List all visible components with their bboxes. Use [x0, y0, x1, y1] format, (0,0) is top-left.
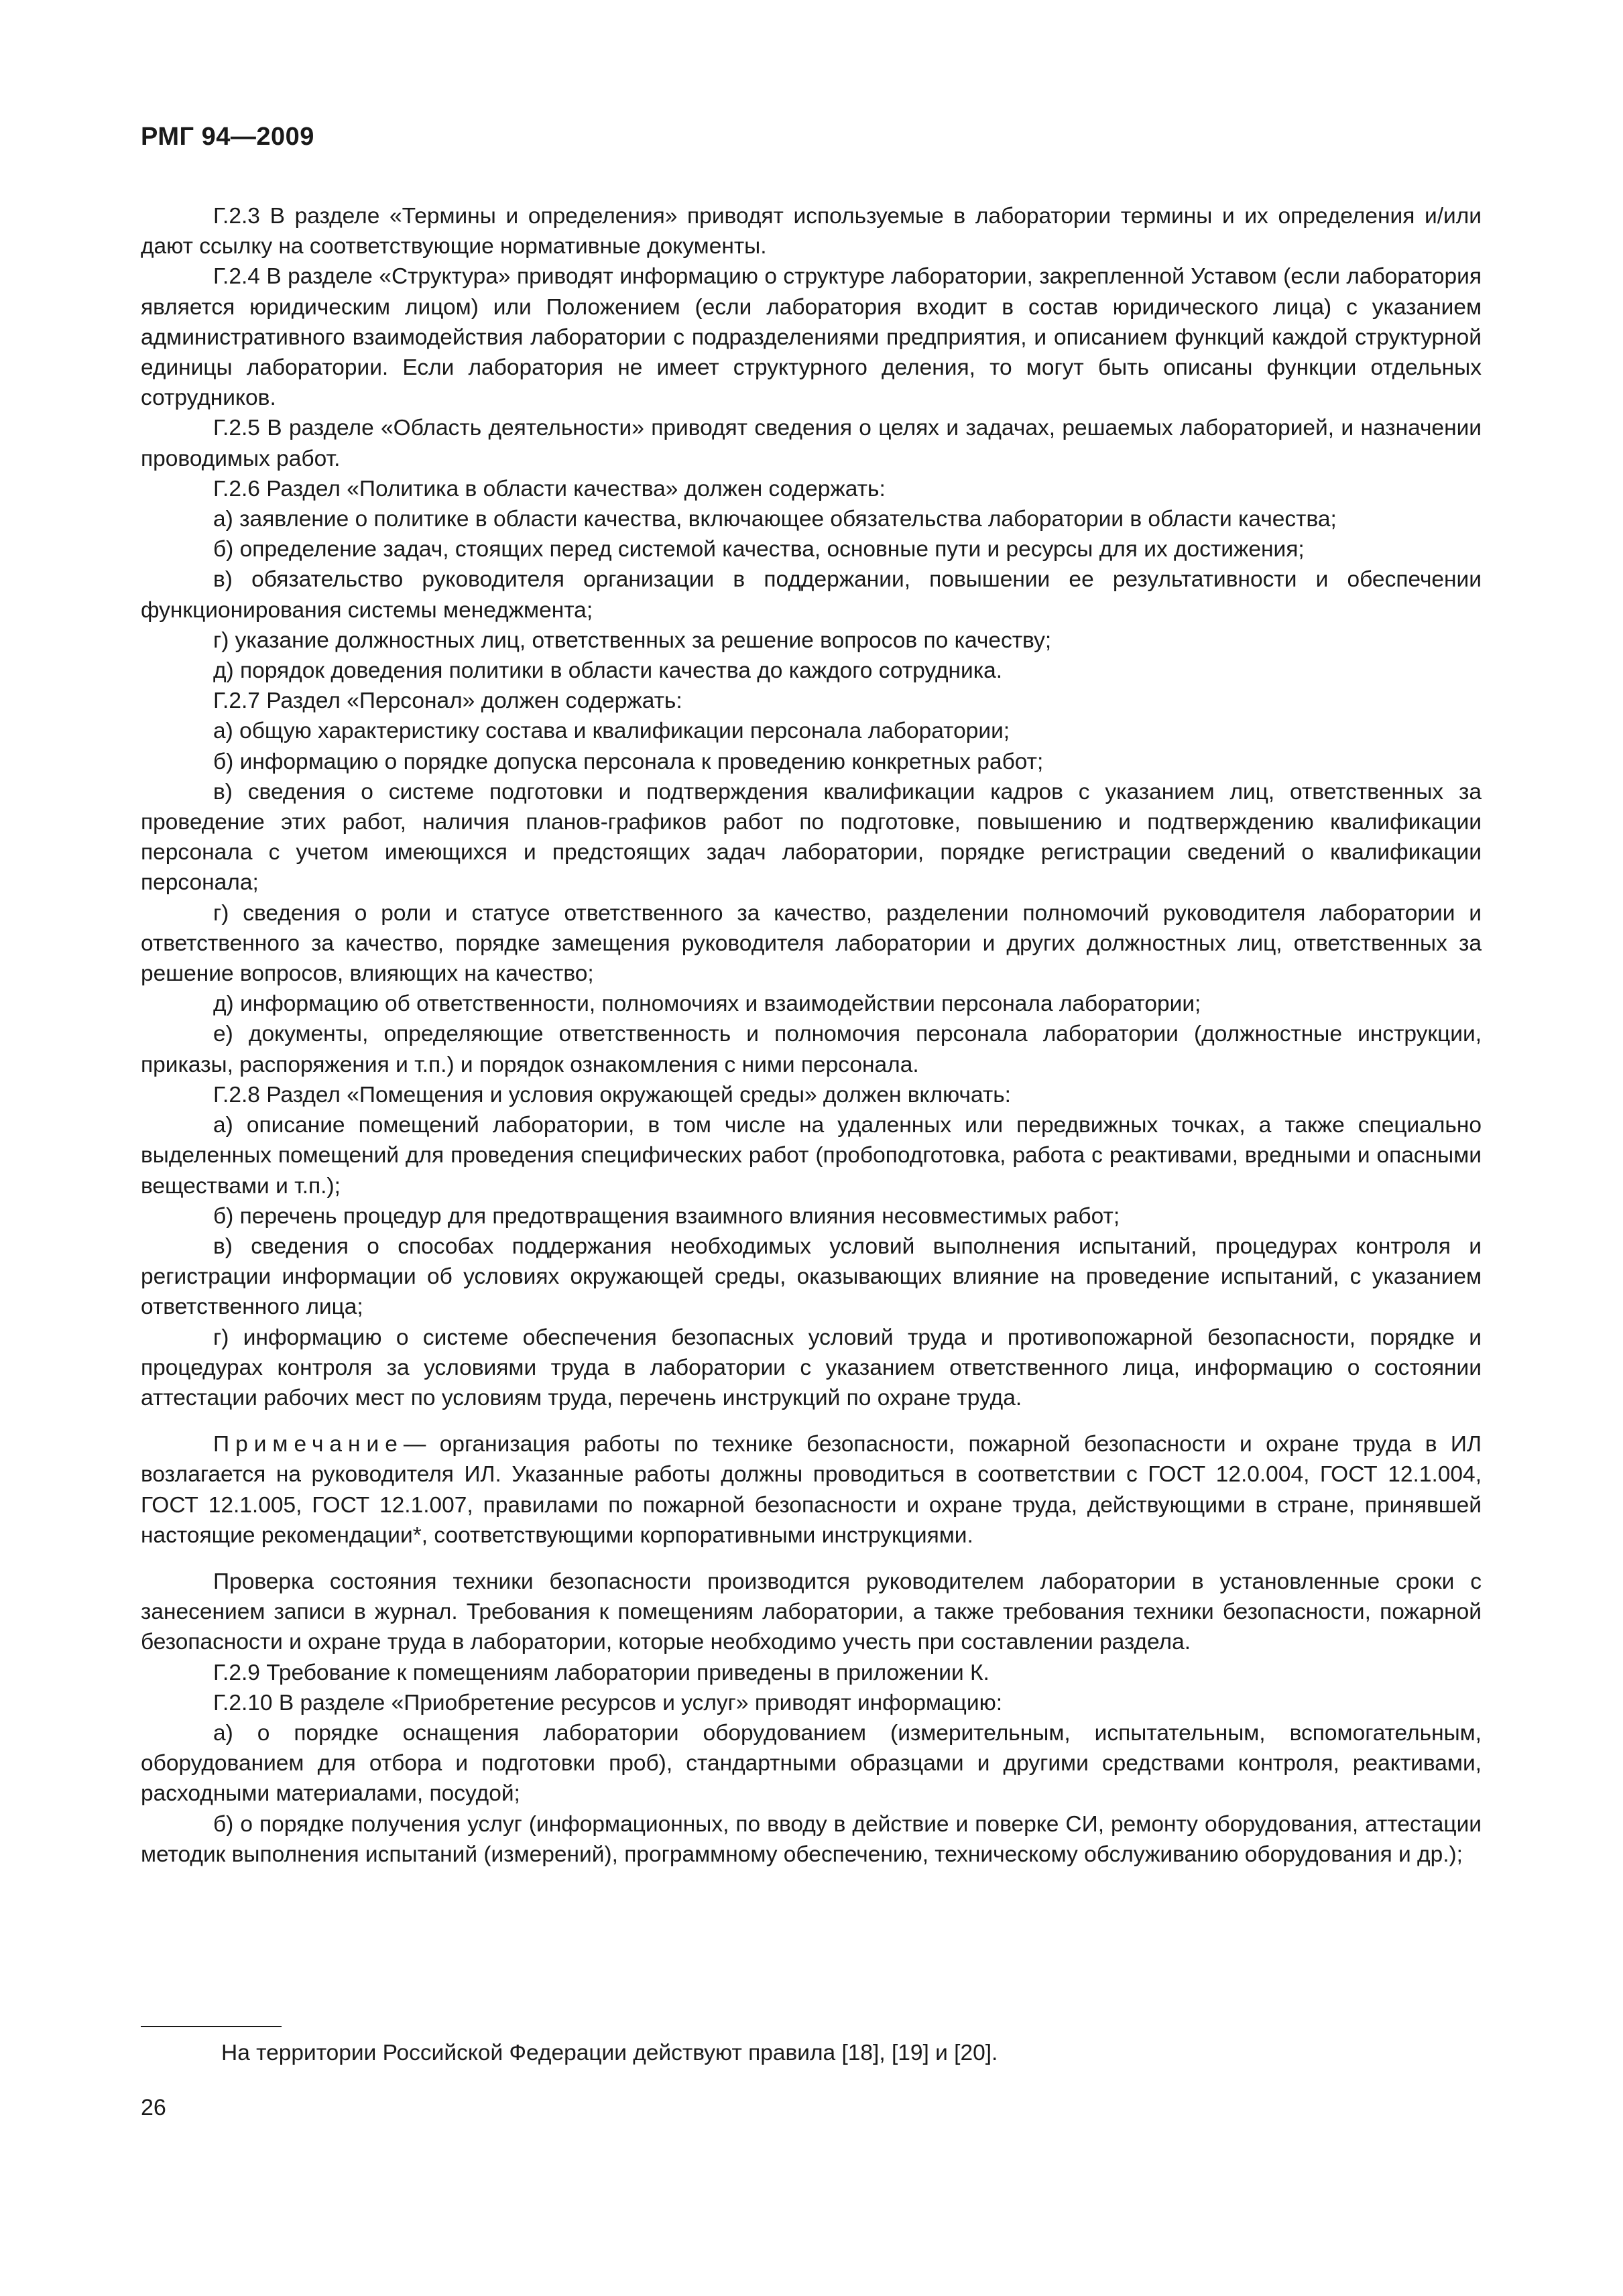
- list-item: в) обязательство руководителя организации в поддержании, повышении ее результативности и обеспечении функционирования системы менеджмента;: [141, 567, 1482, 623]
- list-item: б) информацию о порядке допуска персонала к проведению конкретных работ;: [213, 749, 1044, 774]
- footnote: На территории Российской Федерации действуют правила [18], [19] и [20].: [221, 2041, 998, 2065]
- paragraph-g-2-9: Г.2.9 Требование к помещениям лаборатории приведены в приложении К.: [213, 1660, 989, 1685]
- document-header: РМГ 94—2009: [141, 123, 314, 151]
- list-item: а) заявление о политике в области качества, включающее обязательства лаборатории в области качества;: [213, 507, 1337, 532]
- paragraph-g-2-5: Г.2.5 В разделе «Область деятельности» приводят сведения о целях и задачах, решаемых лабораторией, и назначении проводимых работ.: [141, 416, 1482, 471]
- list-item: б) о порядке получения услуг (информационных, по вводу в действие и поверке СИ, ремонту оборудования, аттестации методик выполнения испытаний (измерений), программному обеспечению, техническому обслуживанию оборудования и др.);: [141, 1811, 1482, 1867]
- footnote-divider: [141, 2026, 282, 2027]
- paragraph-g-2-6: Г.2.6 Раздел «Политика в области качества» должен содержать:: [213, 476, 886, 501]
- note-text: — организация работы по технике безопасности, пожарной безопасности и охране труда в ИЛ возлагается на руководителя ИЛ. Указанные работы должны проводиться в соответствии с ГОСТ 12.0.004, ГОСТ 12.1.004, ГОСТ 12.1.005, ГОСТ 12.1.007, правилами по пожарной безопасности и охране труда, действующими в стране, принявшей настоящие рекомендации*, соответствующими корпоративными инструкциями.: [141, 1432, 1482, 1548]
- note-paragraph: [141, 1429, 1482, 1551]
- list-item: а) о порядке оснащения лаборатории оборудованием (измерительным, испытательным, вспомогательным, оборудованием для отбора и подготовки проб), стандартными образцами и другими средствами контроля, реактивами, расходными материалами, посудой;: [141, 1720, 1482, 1807]
- paragraph-g-2-7: Г.2.7 Раздел «Персонал» должен содержать:: [213, 688, 682, 714]
- paragraph-g-2-8: Г.2.8 Раздел «Помещения и условия окружающей среды» должен включать:: [213, 1082, 1011, 1107]
- list-item: г) сведения о роли и статусе ответственного за качество, разделении полномочий руководителя лаборатории и ответственного за качество, порядке замещения руководителя лаборатории и других должностных лиц, ответственных за решение вопросов, влияющих на качество;: [141, 900, 1482, 987]
- list-item: б) перечень процедур для предотвращения взаимного влияния несовместимых работ;: [213, 1203, 1120, 1229]
- list-item: е) документы, определяющие ответственность и полномочия персонала лаборатории (должностные инструкции, приказы, распоряжения и т.п.) и порядок ознакомления с ними персонала.: [141, 1022, 1482, 1077]
- note-label: Примечание: [213, 1432, 404, 1457]
- paragraph-g-2-3: Г.2.3 В разделе «Термины и определения» приводят используемые в лаборатории термины и их определения и/или дают ссылку на соответствующие нормативные документы.: [141, 204, 1482, 259]
- paragraph-g-2-4: Г.2.4 В разделе «Структура» приводят информацию о структуре лаборатории, закрепленной Уставом (если лаборатория является юридическим лицом) или Положением (если лаборатория входит в состав юридического лица) с указанием административного взаимодействия лаборатории с подразделениями предприятия, и описанием функций каждой структурной единицы лаборатории. Если лаборатория не имеет структурного деления, то могут быть описаны функции отдельных сотрудников.: [141, 264, 1482, 411]
- list-item: д) порядок доведения политики в области качества до каждого сотрудника.: [213, 658, 1003, 684]
- list-item: г) указание должностных лиц, ответственных за решение вопросов по качеству;: [213, 627, 1052, 653]
- paragraph-g-2-10: Г.2.10 В разделе «Приобретение ресурсов и услуг» приводят информацию:: [213, 1690, 1002, 1715]
- list-item: а) описание помещений лаборатории, в том числе на удаленных или передвижных точках, а также специально выделенных помещений для проведения специфических работ (пробоподготовка, работа с реактивами, вредными и опасными веществами и т.п.);: [141, 1113, 1482, 1199]
- list-item: в) сведения о системе подготовки и подтверждения квалификации кадров с указанием лиц, ответственных за проведение этих работ, наличия планов-графиков работ по подготовке, повышению и подтверждению квалификации персонала с учетом имеющихся и предстоящих задач лаборатории, порядке регистрации сведений о квалификации персонала;: [141, 779, 1482, 896]
- list-item: б) определение задач, стоящих перед системой качества, основные пути и ресурсы для их достижения;: [213, 537, 1305, 562]
- list-item: в) сведения о способах поддержания необходимых условий выполнения испытаний, процедурах контроля и регистрации информации об условиях окружающей среды, оказывающих влияние на проведение испытаний, с указанием ответственного лица;: [141, 1233, 1482, 1320]
- list-item: д) информацию об ответственности, полномочиях и взаимодействии персонала лаборатории;: [213, 991, 1201, 1017]
- safety-check-paragraph: Проверка состояния техники безопасности производится руководителем лаборатории в установленные сроки с занесением записи в журнал. Требования к помещениям лаборатории, а также требования техники безопасности, пожарной безопасности и охране труда в лаборатории, которые необходимо учесть при составлении раздела.: [141, 1569, 1482, 1655]
- page-number: 26: [141, 2095, 166, 2120]
- list-item: а) общую характеристику состава и квалификации персонала лаборатории;: [213, 719, 1010, 744]
- document-body: [141, 201, 1482, 1870]
- list-item: г) информацию о системе обеспечения безопасных условий труда и противопожарной безопасности, порядке и процедурах контроля за условиями труда в лаборатории с указанием ответственного лица, информацию о состоянии аттестации рабочих мест по условиям труда, перечень инструкций по охране труда.: [141, 1325, 1482, 1410]
